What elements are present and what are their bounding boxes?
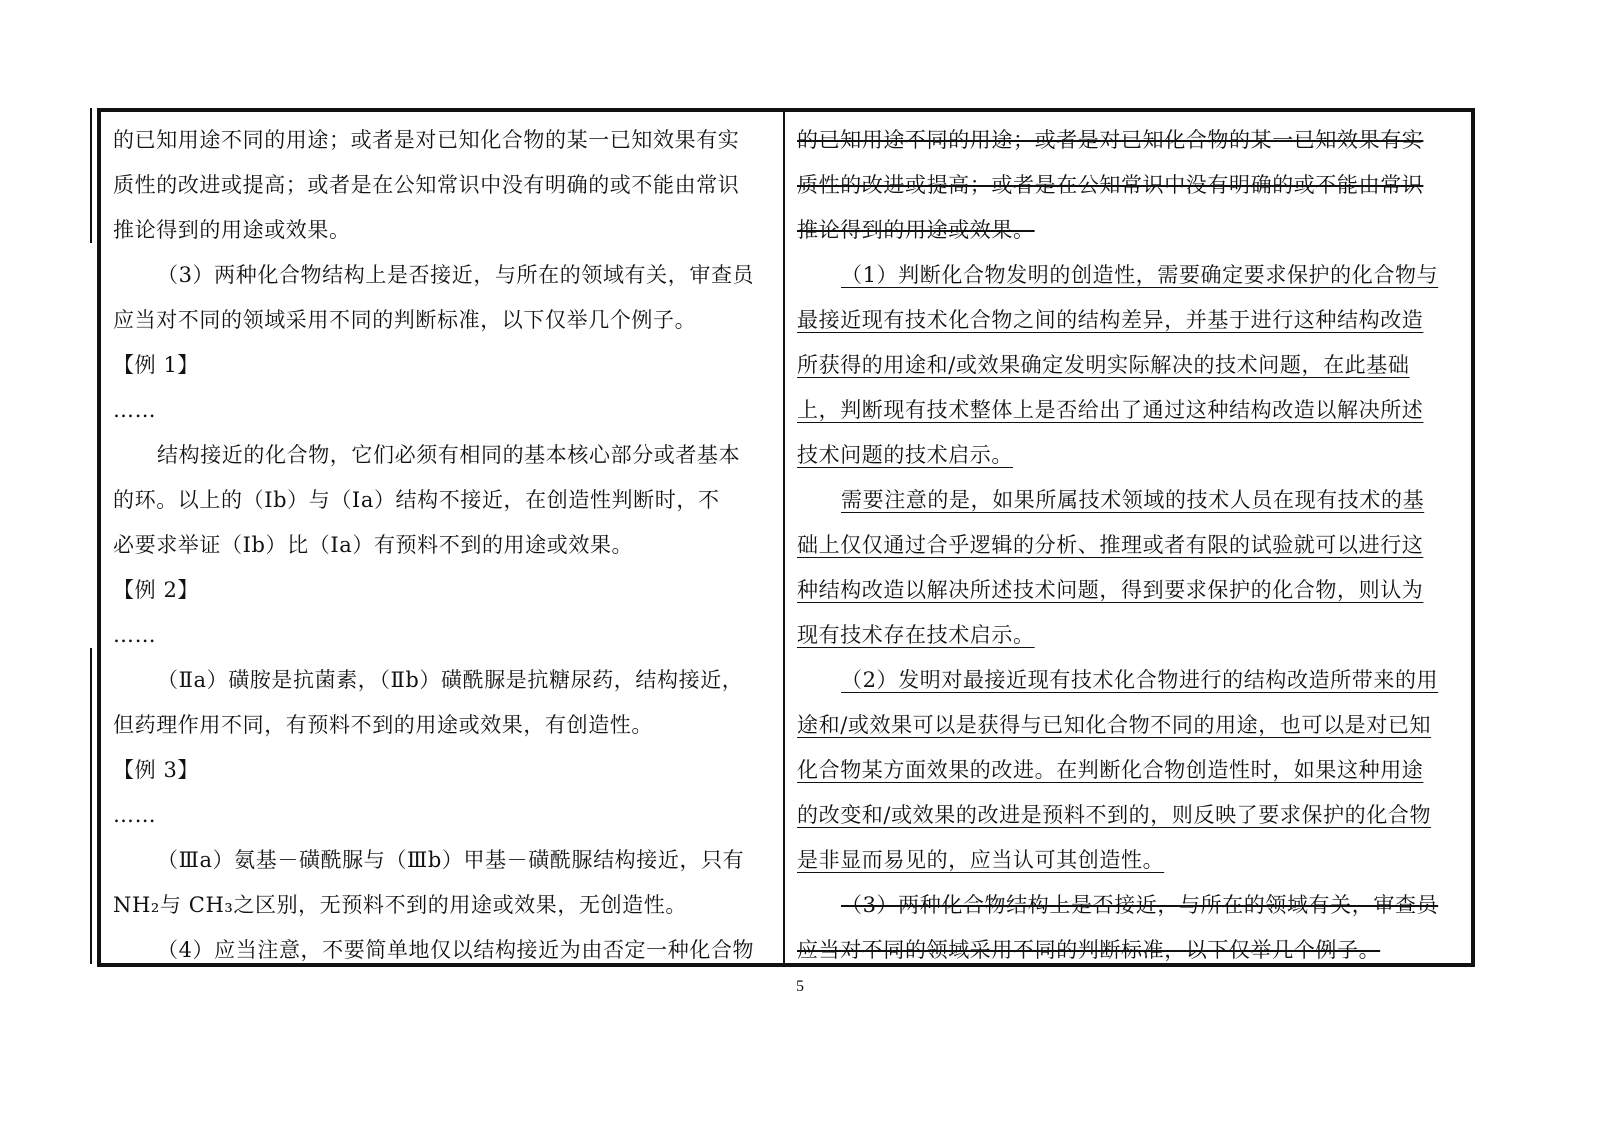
text-line-content: （4）应当注意，不要简单地仅以结构接近为由否定一种化合物 xyxy=(157,938,755,962)
text-line xyxy=(113,298,771,343)
text-line xyxy=(797,793,1459,838)
text-line xyxy=(797,163,1459,208)
text-line xyxy=(113,253,771,298)
text-line xyxy=(797,613,1459,658)
left-column-original xyxy=(101,112,785,963)
text-line xyxy=(797,478,1459,523)
text-line xyxy=(797,658,1459,703)
text-line-content: 现有技术存在技术启示。 xyxy=(797,623,1035,647)
text-line-content: NH₂与 CH₃之区别，无预料不到的用途或效果，无创造性。 xyxy=(113,893,687,917)
text-line-content: 的已知用途不同的用途；或者是对已知化合物的某一已知效果有实 xyxy=(797,128,1424,152)
text-line-content: 技术问题的技术启示。 xyxy=(797,443,1013,467)
text-line-content: （3）两种化合物结构上是否接近，与所在的领域有关，审查员 xyxy=(157,263,755,287)
text-line-content: 推论得到的用途或效果。 xyxy=(797,218,1035,242)
text-line-content: 途和/或效果可以是获得与已知化合物不同的用途，也可以是对已知 xyxy=(797,713,1432,737)
text-line-content: 的改变和/或效果的改进是预料不到的，则反映了要求保护的化合物 xyxy=(797,803,1432,827)
text-line-content: 上，判断现有技术整体上是否给出了通过这种结构改造以解决所述 xyxy=(797,398,1424,422)
text-line-content: 质性的改进或提高；或者是在公知常识中没有明确的或不能由常识 xyxy=(113,173,740,197)
text-line-content: 应当对不同的领域采用不同的判断标准，以下仅举几个例子。 xyxy=(797,938,1381,962)
text-line xyxy=(113,118,771,163)
text-line-content: 应当对不同的领域采用不同的判断标准，以下仅举几个例子。 xyxy=(113,308,697,332)
page-number: 5 xyxy=(796,978,804,995)
text-line xyxy=(797,388,1459,433)
text-line xyxy=(797,298,1459,343)
text-line xyxy=(113,523,771,568)
text-line-content: 的已知用途不同的用途；或者是对已知化合物的某一已知效果有实 xyxy=(113,128,740,152)
text-line-content: 但药理作用不同，有预料不到的用途或效果，有创造性。 xyxy=(113,713,653,737)
text-line xyxy=(113,478,771,523)
text-line xyxy=(113,613,771,658)
text-line xyxy=(113,388,771,433)
text-line xyxy=(797,703,1459,748)
text-line-content: 的环。以上的（Ⅰb）与（Ⅰa）结构不接近，在创造性判断时，不 xyxy=(113,488,720,512)
text-line xyxy=(797,838,1459,883)
text-line-content: 化合物某方面效果的改进。在判断化合物创造性时，如果这种用途 xyxy=(797,758,1424,782)
text-line-content: 是非显而易见的，应当认可其创造性。 xyxy=(797,848,1165,872)
text-line-content: 质性的改进或提高；或者是在公知常识中没有明确的或不能由常识 xyxy=(797,173,1424,197)
text-line xyxy=(113,163,771,208)
revision-bar-bottom xyxy=(90,648,92,964)
text-line-content: 【例 2】 xyxy=(113,578,200,602)
text-line xyxy=(113,208,771,253)
text-line-content: （2）发明对最接近现有技术化合物进行的结构改造所带来的用 xyxy=(841,668,1439,692)
text-line-content: （3）两种化合物结构上是否接近，与所在的领域有关，审查员 xyxy=(841,893,1439,917)
text-line-content: 所获得的用途和/或效果确定发明实际解决的技术问题，在此基础 xyxy=(797,353,1410,377)
text-line xyxy=(797,253,1459,298)
text-line xyxy=(797,118,1459,163)
text-line-content: …… xyxy=(113,803,157,827)
text-line xyxy=(797,883,1459,928)
text-line xyxy=(113,658,771,703)
text-line-content: 必要求举证（Ib）比（Ia）有预料不到的用途或效果。 xyxy=(113,533,634,557)
revision-bar-top xyxy=(90,108,92,243)
text-line-content: 础上仅仅通过合乎逻辑的分析、推理或者有限的试验就可以进行这 xyxy=(797,533,1424,557)
text-line xyxy=(797,208,1459,253)
text-line xyxy=(797,568,1459,613)
text-line-content: （Ⅱa）磺胺是抗菌素，（Ⅱb）磺酰脲是抗糖尿药，结构接近， xyxy=(157,668,744,692)
text-line xyxy=(797,748,1459,793)
text-line xyxy=(797,433,1459,478)
text-line-content: 推论得到的用途或效果。 xyxy=(113,218,351,242)
text-line-content: 最接近现有技术化合物之间的结构差异，并基于进行这种结构改造 xyxy=(797,308,1424,332)
text-line xyxy=(113,838,771,883)
text-line xyxy=(113,793,771,838)
text-line-content: 种结构改造以解决所述技术问题，得到要求保护的化合物，则认为 xyxy=(797,578,1424,602)
text-line-content: 【例 3】 xyxy=(113,758,200,782)
text-line xyxy=(113,343,771,388)
text-line xyxy=(797,928,1459,963)
text-line xyxy=(113,568,771,613)
text-line xyxy=(113,703,771,748)
text-line xyxy=(797,343,1459,388)
text-line xyxy=(113,433,771,478)
text-line-content: 结构接近的化合物，它们必须有相同的基本核心部分或者基本 xyxy=(157,443,741,467)
right-column-revised xyxy=(785,112,1471,963)
text-line-content: …… xyxy=(113,398,157,422)
text-line-content: （1）判断化合物发明的创造性，需要确定要求保护的化合物与 xyxy=(841,263,1439,287)
text-line-content: 【例 1】 xyxy=(113,353,200,377)
text-line xyxy=(113,748,771,793)
text-line xyxy=(797,523,1459,568)
text-line xyxy=(113,928,771,963)
text-line-content: （Ⅲa）氨基－磺酰脲与（Ⅲb）甲基－磺酰脲结构接近，只有 xyxy=(157,848,745,872)
comparison-table xyxy=(97,108,1475,967)
text-line xyxy=(113,883,771,928)
text-line-content: …… xyxy=(113,623,157,647)
text-line-content: 需要注意的是，如果所属技术领域的技术人员在现有技术的基 xyxy=(841,488,1425,512)
